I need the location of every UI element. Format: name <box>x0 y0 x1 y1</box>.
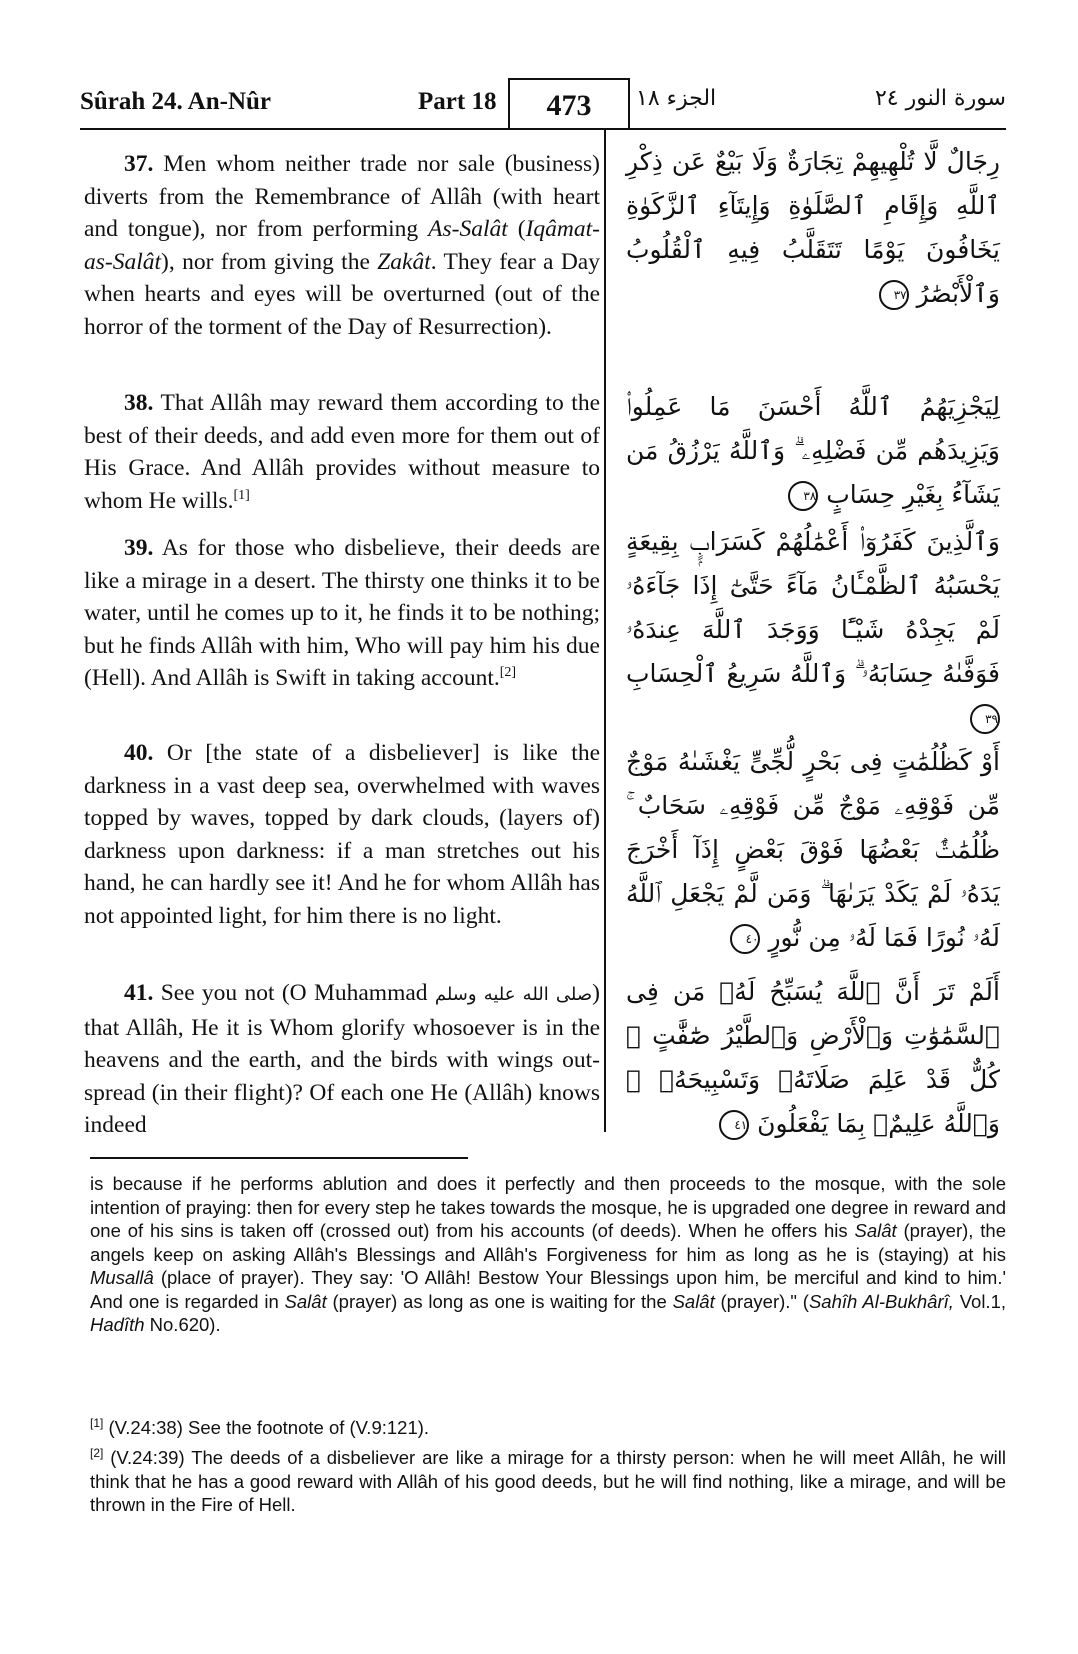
verse-39-en: 39. As for those who disbelieve, their deeds are like a mirage in a desert. The thirsty one thinks it to be water, until he comes up to it, he finds it to be nothing; but he finds Allâh with him, Who will pay him his due (Hell). And Allâh is Swift in taking account.[2] <box>84 535 600 691</box>
verse-37-ar: رِجَالٌ لَّا تُلْهِيهِمْ تِجَارَةٌ وَلَا بَيْعٌ عَن ذِكْرِ ٱللَّهِ وَإِقَامِ ٱلصَّلَوٰةِ وَإِيتَآءِ ٱلزَّكَوٰةِ يَخَافُونَ يَوْمًا تَتَقَلَّبُ فِيهِ ٱلْقُلُوبُ وَٱلْأَبْصَٰرُ ٣٧ <box>626 147 1000 308</box>
juz-label-ar: الجزء ١٨ <box>636 86 717 111</box>
ayah-marker: ٤٠ <box>730 924 760 954</box>
ayah-marker: ٣٨ <box>788 481 818 511</box>
footnote-separator <box>90 1157 468 1159</box>
page-number: 473 <box>508 78 630 128</box>
ayah-marker: ٤١ <box>719 1110 749 1140</box>
verse-38-ar: لِيَجْزِيَهُمُ ٱللَّهُ أَحْسَنَ مَا عَمِلُوا۟ وَيَزِيدَهُم مِّن فَضْلِهِۦ ۗ وَٱللَّهُ يَرْزُقُ مَن يَشَآءُ بِغَيْرِ حِسَابٍ ٣٨ <box>626 392 1000 509</box>
verse-number: 37. <box>124 151 154 177</box>
footnote-marker: [2] <box>499 665 517 681</box>
footnote-marker: [1] <box>233 487 250 503</box>
page-header <box>80 82 1006 130</box>
surah-title-ar: سورة النور ٢٤ <box>874 86 1006 111</box>
surah-title-en: Sûrah 24. An-Nûr <box>80 88 272 115</box>
verse-40-en: 40. Or [the state of a disbeliever] is like the darkness in a vast deep sea, overwhelmed with waves topped by waves, topped by dark clouds, (layers of) darkness upon darkness: if a man stretches out his hand, he can hardly see it! And he for whom Allâh has not appointed light, for him there is no light. <box>84 740 600 929</box>
verse-39-ar: وَٱلَّذِينَ كَفَرُوٓا۟ أَعْمَٰلُهُمْ كَسَرَابٍۭ بِقِيعَةٍ يَحْسَبُهُ ٱلظَّمْـَٔانُ مَآءً حَتَّىٰٓ إِذَا جَآءَهُۥ لَمْ يَجِدْهُ شَيْـًٔا وَوَجَدَ ٱللَّهَ عِندَهُۥ فَوَفَّىٰهُ حِسَابَهُۥ ۗ وَٱللَّهُ سَرِيعُ ٱلْحِسَابِ ٣٩ <box>626 520 1000 740</box>
footnote-2: [2] (V.24:39) The deeds of a disbeliever are like a mirage for a thirsty person: when he will meet Allâh, he will think that he has a good reward with Allâh of his good deeds, but he will find nothing, like a mirage, and will be thrown in the Fire of Hell. <box>90 1445 1006 1515</box>
ayah-marker: ٣٩ <box>970 704 1000 734</box>
ayah-marker: ٣٧ <box>879 280 909 310</box>
salutation-ar: صلى الله عليه وسلم <box>434 984 593 1005</box>
verse-40-ar: أَوْ كَظُلُمَٰتٍ فِى بَحْرٍ لُّجِّىٍّ يَغْشَىٰهُ مَوْجٌ مِّن فَوْقِهِۦ مَوْجٌ مِّن فَوْقِهِۦ سَحَابٌ ۚ ظُلُمَٰتٌۢ بَعْضُهَا فَوْقَ بَعْضٍ إِذَآ أَخْرَجَ يَدَهُۥ لَمْ يَكَدْ يَرَىٰهَا ۗ وَمَن لَّمْ يَجْعَلِ ٱللَّهُ لَهُۥ نُورًا فَمَا لَهُۥ مِن نُّورٍ ٤٠ <box>626 747 1000 952</box>
verse-41-en: 41. See you not (O Muhammad صلى الله عليه وسلم) that Allâh, He it is Whom glorify whosoever is in the heavens and the earth, and the birds with wings out-spread (in their flight)? Of each one He (Allâh) knows indeed <box>84 980 600 1138</box>
footnote-marker: [2] <box>90 1445 104 1460</box>
verse-number: 39. <box>124 535 154 561</box>
verse-37-en: 37. Men whom neither trade nor sale (business) diverts from the Remembrance of Allâh (with heart and tongue), nor from performing As-Salât (Iqâmat-as-Salât), nor from giving the Zakât. They fear a Day when hearts and eyes will be overturned (out of the horror of the torment of the Day of Resurrection). <box>84 151 600 340</box>
footnote-1: [1] (V.24:38) See the footnote of (V.9:121). <box>90 1415 430 1438</box>
verse-number: 38. <box>124 390 154 416</box>
column-divider <box>604 128 606 1132</box>
footnote-continued: is because if he performs ablution and does it perfectly and then proceeds to the mosque, with the sole intention of praying: then for every step he takes towards the mosque, he is upgraded one degree in reward and one of his sins is taken off (crossed out) from his accounts (of deeds). When he offers his Salât (prayer), the angels keep on asking Allâh's Blessings and Allâh's Forgiveness for him as long as he is (staying) at his Musallâ (place of prayer). They say: 'O Allâh! Bestow Your Blessings upon him, be merciful and kind to him.' And one is regarded in Salât (prayer) as long as one is waiting for the Salât (prayer)." (Sahîh Al-Bukhârî, Vol.1, Hadîth No.620). <box>90 1173 1006 1335</box>
part-label-en: Part 18 <box>418 88 497 115</box>
footnote-marker: [1] <box>90 1415 104 1430</box>
verse-number: 41. <box>124 980 154 1006</box>
verse-41-ar: أَلَمْ تَرَ أَنَّ ٱللَّهَ يُسَبِّحُ لَهُۥ مَن فِى ٱلسَّمَٰوَٰتِ وَٱلْأَرْضِ وَٱلطَّيْرُ صَٰٓفَّٰتٍ ۖ كُلٌّ قَدْ عَلِمَ صَلَاتَهُۥ وَتَسْبِيحَهُۥ ۗ وَٱللَّهُ عَلِيمٌۢ بِمَا يَفْعَلُونَ ٤١ <box>626 977 1000 1138</box>
verse-38-en: 38. That Allâh may reward them according to the best of their deeds, and add even more for them out of His Grace. And Allâh provides without measure to whom He wills.[1] <box>84 390 600 514</box>
verse-number: 40. <box>124 740 154 766</box>
